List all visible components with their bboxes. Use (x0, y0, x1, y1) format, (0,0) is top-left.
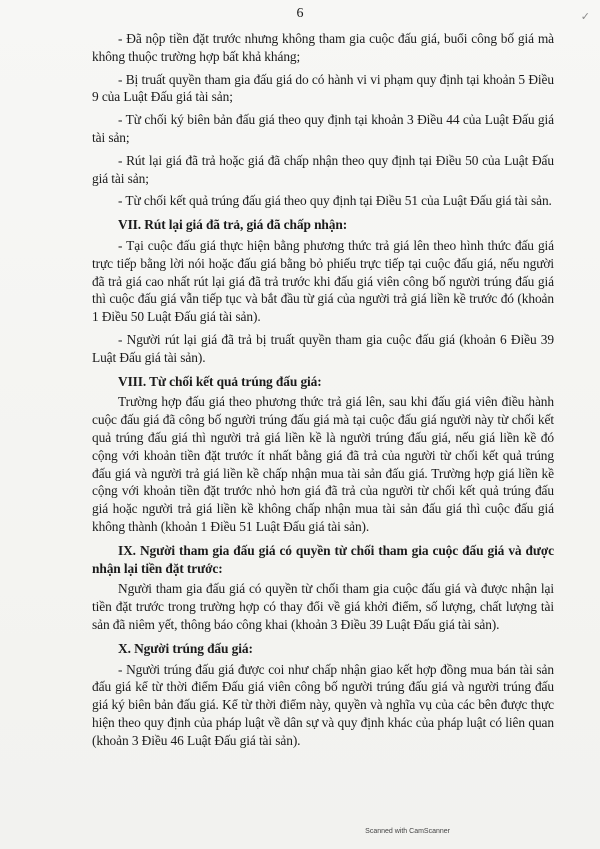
section-heading-viii: VIII. Từ chối kết quả trúng đấu giá: (118, 373, 322, 389)
list-item: - Bị truất quyền tham gia đấu giá do có hành vi vi phạm quy định tại khoản 5 Điều 9 của Luật Đấu giá tài sản; (92, 71, 554, 105)
list-item: - Từ chối ký biên bản đấu giá theo quy định tại khoản 3 Điều 44 của Luật Đấu giá tài sản; (92, 112, 554, 145)
page-number: 6 (296, 6, 304, 21)
list-item: - Đã nộp tiền đặt trước nhưng không tham gia cuộc đấu giá, buổi công bố giá mà không thuộc trường hợp bất khả kháng; (92, 31, 554, 64)
section-heading-ix: IX. Người tham gia đấu giá có quyền từ chối tham gia cuộc đấu giá và được nhận lại tiền đặt trước: (92, 542, 554, 576)
paragraph: Người tham gia đấu giá có quyền từ chối tham gia cuộc đấu giá và được nhận lại tiền đặt trước trong trường hợp có thay đổi về giá khởi điểm, số lượng, chất lượng tài sản đã niêm yết, thông báo công khai (khoản 3 Điều 39 Luật Đấu giá tài sản). (92, 581, 554, 632)
list-item: - Người rút lại giá đã trả bị truất quyền tham gia cuộc đấu giá (khoản 6 Điều 39 Luật Đấu giá tài sản). (92, 331, 554, 365)
section-heading-vii: VII. Rút lại giá đã trả, giá đã chấp nhận: (118, 217, 348, 233)
document-body (92, 30, 554, 754)
paragraph: Trường hợp đấu giá theo phương thức trả giá lên, sau khi đấu giá viên điều hành cuộc đấu giá đã công bố người trúng đấu giá mà tại cuộc đấu giá người này từ chối kết quả trúng đấu giá thì người trả giá liền kề là người trúng đấu giá, nếu giá liền kề đó cộng với khoản tiền đặt trước ít nhất bằng giá đã trả của người từ chối kết quả trúng đấu giá và người trả giá liền kề chấp nhận mua tài sản đấu giá. Trường hợp giá liền kề cộng với khoản tiền đặt trước nhỏ hơn giá đã trả của người từ chối kết quả trúng đấu giá hoặc người trả giá liền kề không chấp nhận mua tài sản đấu giá thì cuộc đấu giá không thành (khoản 1 Điều 51 Luật Đấu giá tài sản). (92, 394, 554, 534)
corner-check-mark: ✓ (580, 11, 590, 23)
list-item: - Rút lại giá đã trả hoặc giá đã chấp nhận theo quy định tại Điều 50 của Luật Đấu giá tài sản; (92, 152, 554, 186)
scanner-watermark: Scanned with CamScanner (365, 828, 450, 835)
list-item: - Từ chối kết quả trúng đấu giá theo quy định tại Điều 51 của Luật Đấu giá tài sản. (118, 193, 552, 209)
section-heading-x: X. Người trúng đấu giá: (118, 640, 253, 656)
list-item: - Người trúng đấu giá được coi như chấp nhận giao kết hợp đồng mua bán tài sản đấu giá kể từ thời điểm Đấu giá viên công bố người trúng đấu giá và người trúng đấu giá ký biên bản đấu giá. Kể từ thời điểm này, quyền và nghĩa vụ của các bên được thực hiện theo quy định của pháp luật về dân sự và quy định khác của pháp luật có liên quan (khoản 3 Điều 46 Luật Đấu giá tài sản). (92, 661, 554, 748)
list-item: - Tại cuộc đấu giá thực hiện bằng phương thức trả giá lên theo hình thức đấu giá trực tiếp bằng lời nói hoặc đấu giá bằng bỏ phiếu trực tiếp tại cuộc đấu giá, nếu người đã trả giá cao nhất rút lại giá đã trả trước khi đấu giá viên công bố người trúng đấu giá thì cuộc đấu giá vẫn tiếp tục và bắt đầu từ giá của người trả giá liền kề trước đó (khoản 1 Điều 50 Luật Đấu giá tài sản). (92, 237, 554, 325)
